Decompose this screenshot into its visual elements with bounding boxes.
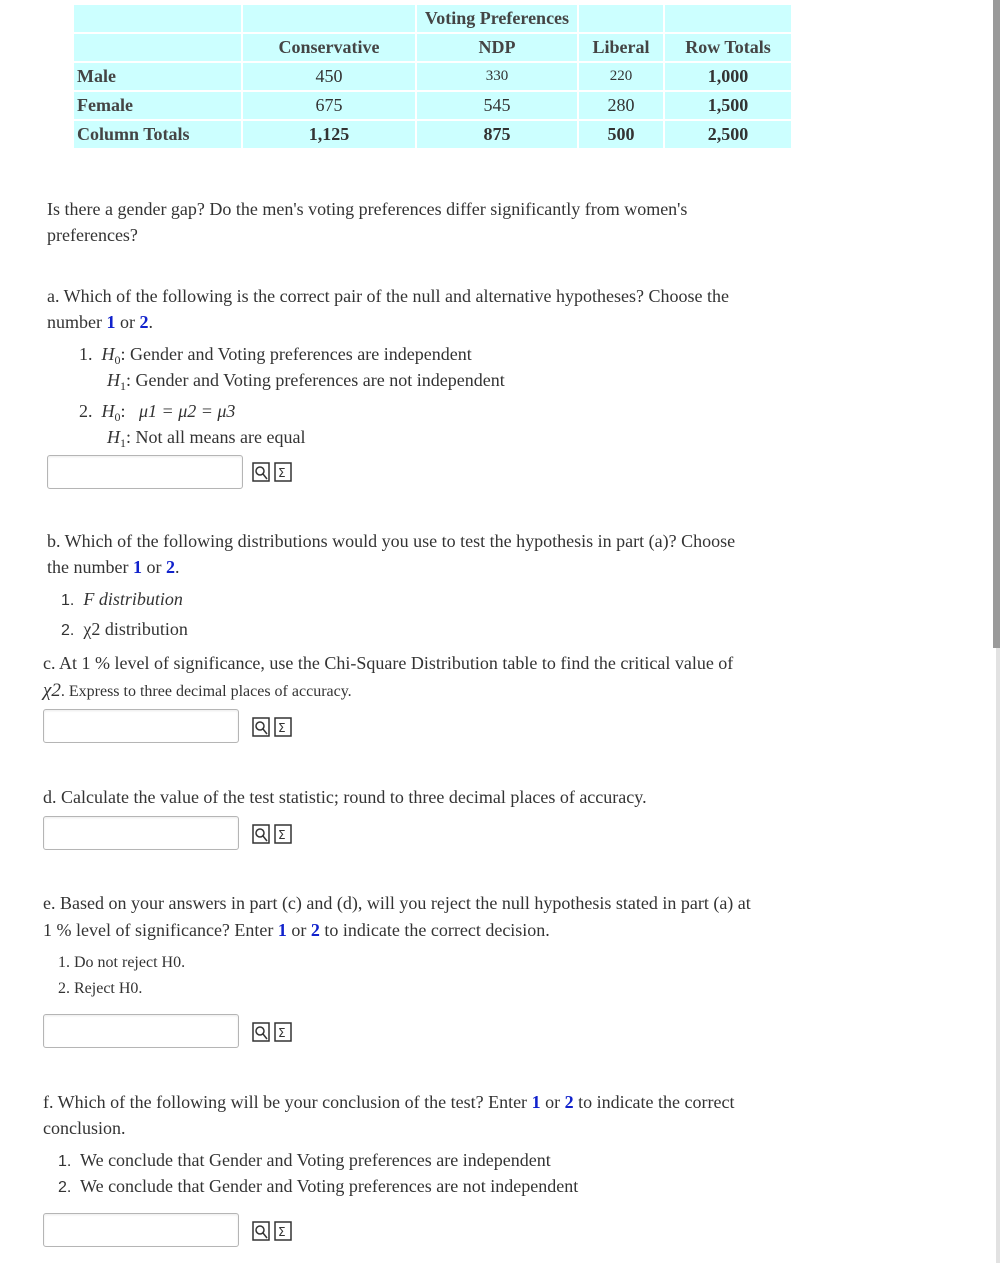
table-cell: 545	[417, 92, 577, 119]
part-f-answer-input[interactable]	[43, 1213, 239, 1247]
part-d-question: d. Calculate the value of the test statistic; round to three decimal places of accuracy.	[43, 787, 647, 807]
preview-icon[interactable]	[252, 717, 270, 737]
part-a-option-1: 1. $H_0$: Gender and Voting preferences are independent	[79, 344, 472, 367]
equation-editor-icon[interactable]	[274, 1022, 292, 1042]
svg-text:Σ: Σ	[278, 1026, 286, 1040]
part-f-question-2: conclusion.	[43, 1118, 126, 1138]
row-label: Male	[74, 63, 241, 90]
part-e-question-2: 1 % level of significance? Enter 1 or 2 to indicate the correct decision.	[43, 920, 550, 940]
table-cell: 280	[579, 92, 663, 119]
table-cell: 1,125	[243, 121, 415, 148]
equation-editor-icon[interactable]	[274, 462, 292, 482]
part-e-answer-input[interactable]	[43, 1014, 239, 1048]
column-header: Liberal	[579, 34, 663, 61]
svg-text:Σ: Σ	[278, 828, 286, 842]
table-row	[74, 34, 791, 61]
part-d-tools	[252, 824, 292, 844]
equation-editor-icon[interactable]	[274, 1221, 292, 1241]
part-a-question: a. Which of the following is the correct pair of the null and alternative hypotheses? Choose the	[47, 286, 729, 306]
svg-text:Σ: Σ	[278, 1225, 286, 1239]
preview-icon[interactable]	[252, 1221, 270, 1241]
part-b-question: b. Which of the following distributions would you use to test the hypothesis in part (a)? Choose	[47, 531, 736, 551]
table-row	[74, 121, 791, 148]
part-f-tools	[252, 1221, 292, 1241]
table-row	[74, 63, 791, 90]
part-b-question-2: the number 1 or 2.	[47, 557, 180, 577]
part-c-question-2: χ2. Express to three decimal places of accuracy.	[43, 680, 352, 701]
part-a-option-2-alt: $H_1$: Not all means are equal	[107, 427, 306, 450]
part-d-answer-input[interactable]	[43, 816, 239, 850]
table-cell: 2,500	[665, 121, 791, 148]
part-f-option-2: 2. We conclude that Gender and Voting preferences are not independent	[58, 1176, 579, 1196]
svg-text:Σ: Σ	[278, 466, 286, 480]
table-cell: 450	[243, 63, 415, 90]
part-f-option-1: 1. We conclude that Gender and Voting preferences are independent	[58, 1150, 551, 1170]
table-row	[74, 92, 791, 119]
part-b-option-2: 2. χ2 distribution	[61, 619, 188, 639]
preview-icon[interactable]	[252, 824, 270, 844]
part-e-option-2: 2. Reject H0.	[58, 980, 143, 997]
preview-icon[interactable]	[252, 462, 270, 482]
row-label: Column Totals	[74, 121, 241, 148]
group-header: Voting Preferences	[417, 5, 577, 32]
table-row	[74, 5, 791, 32]
table-cell: 500	[579, 121, 663, 148]
part-a-option-1-alt: $H_1$: Gender and Voting preferences are not independent	[107, 370, 505, 393]
part-e-option-1: 1. Do not reject H0.	[58, 954, 186, 971]
part-c-question: c. At 1 % level of significance, use the Chi-Square Distribution table to find the critical value of	[43, 653, 734, 673]
part-e-tools	[252, 1022, 292, 1042]
table-cell: 220	[579, 63, 663, 90]
equation-editor-icon[interactable]	[274, 824, 292, 844]
part-a-answer-input[interactable]	[47, 455, 243, 489]
part-a-option-2: 2. $H_0$: μ1 = μ2 = μ3	[79, 401, 236, 424]
column-header: Conservative	[243, 34, 415, 61]
part-c-tools	[252, 717, 292, 737]
table-cell: 1,500	[665, 92, 791, 119]
column-header: NDP	[417, 34, 577, 61]
svg-text:Σ: Σ	[278, 721, 286, 735]
part-c-answer-input[interactable]	[43, 709, 239, 743]
part-a-question-2: number 1 or 2.	[47, 312, 153, 332]
column-header: Row Totals	[665, 34, 791, 61]
table-cell: 330	[417, 63, 577, 90]
window-edge-light	[996, 648, 1000, 1263]
table-cell: 1,000	[665, 63, 791, 90]
part-b-option-1: 1. F distribution	[61, 589, 183, 609]
table-cell: 675	[243, 92, 415, 119]
table-cell: 875	[417, 121, 577, 148]
part-e-question: e. Based on your answers in part (c) and (d), will you reject the null hypothesis stated in part (a) at	[43, 893, 751, 913]
window-edge	[993, 0, 1000, 648]
equation-editor-icon[interactable]	[274, 717, 292, 737]
part-a-tools	[252, 462, 292, 482]
row-label: Female	[74, 92, 241, 119]
intro-line-1: Is there a gender gap? Do the men's voting preferences differ significantly from women's	[47, 199, 688, 219]
part-f-question: f. Which of the following will be your conclusion of the test? Enter 1 or 2 to indicate the correct	[43, 1092, 735, 1112]
preview-icon[interactable]	[252, 1022, 270, 1042]
voting-preferences-table	[72, 3, 793, 150]
intro-line-2: preferences?	[47, 225, 138, 245]
